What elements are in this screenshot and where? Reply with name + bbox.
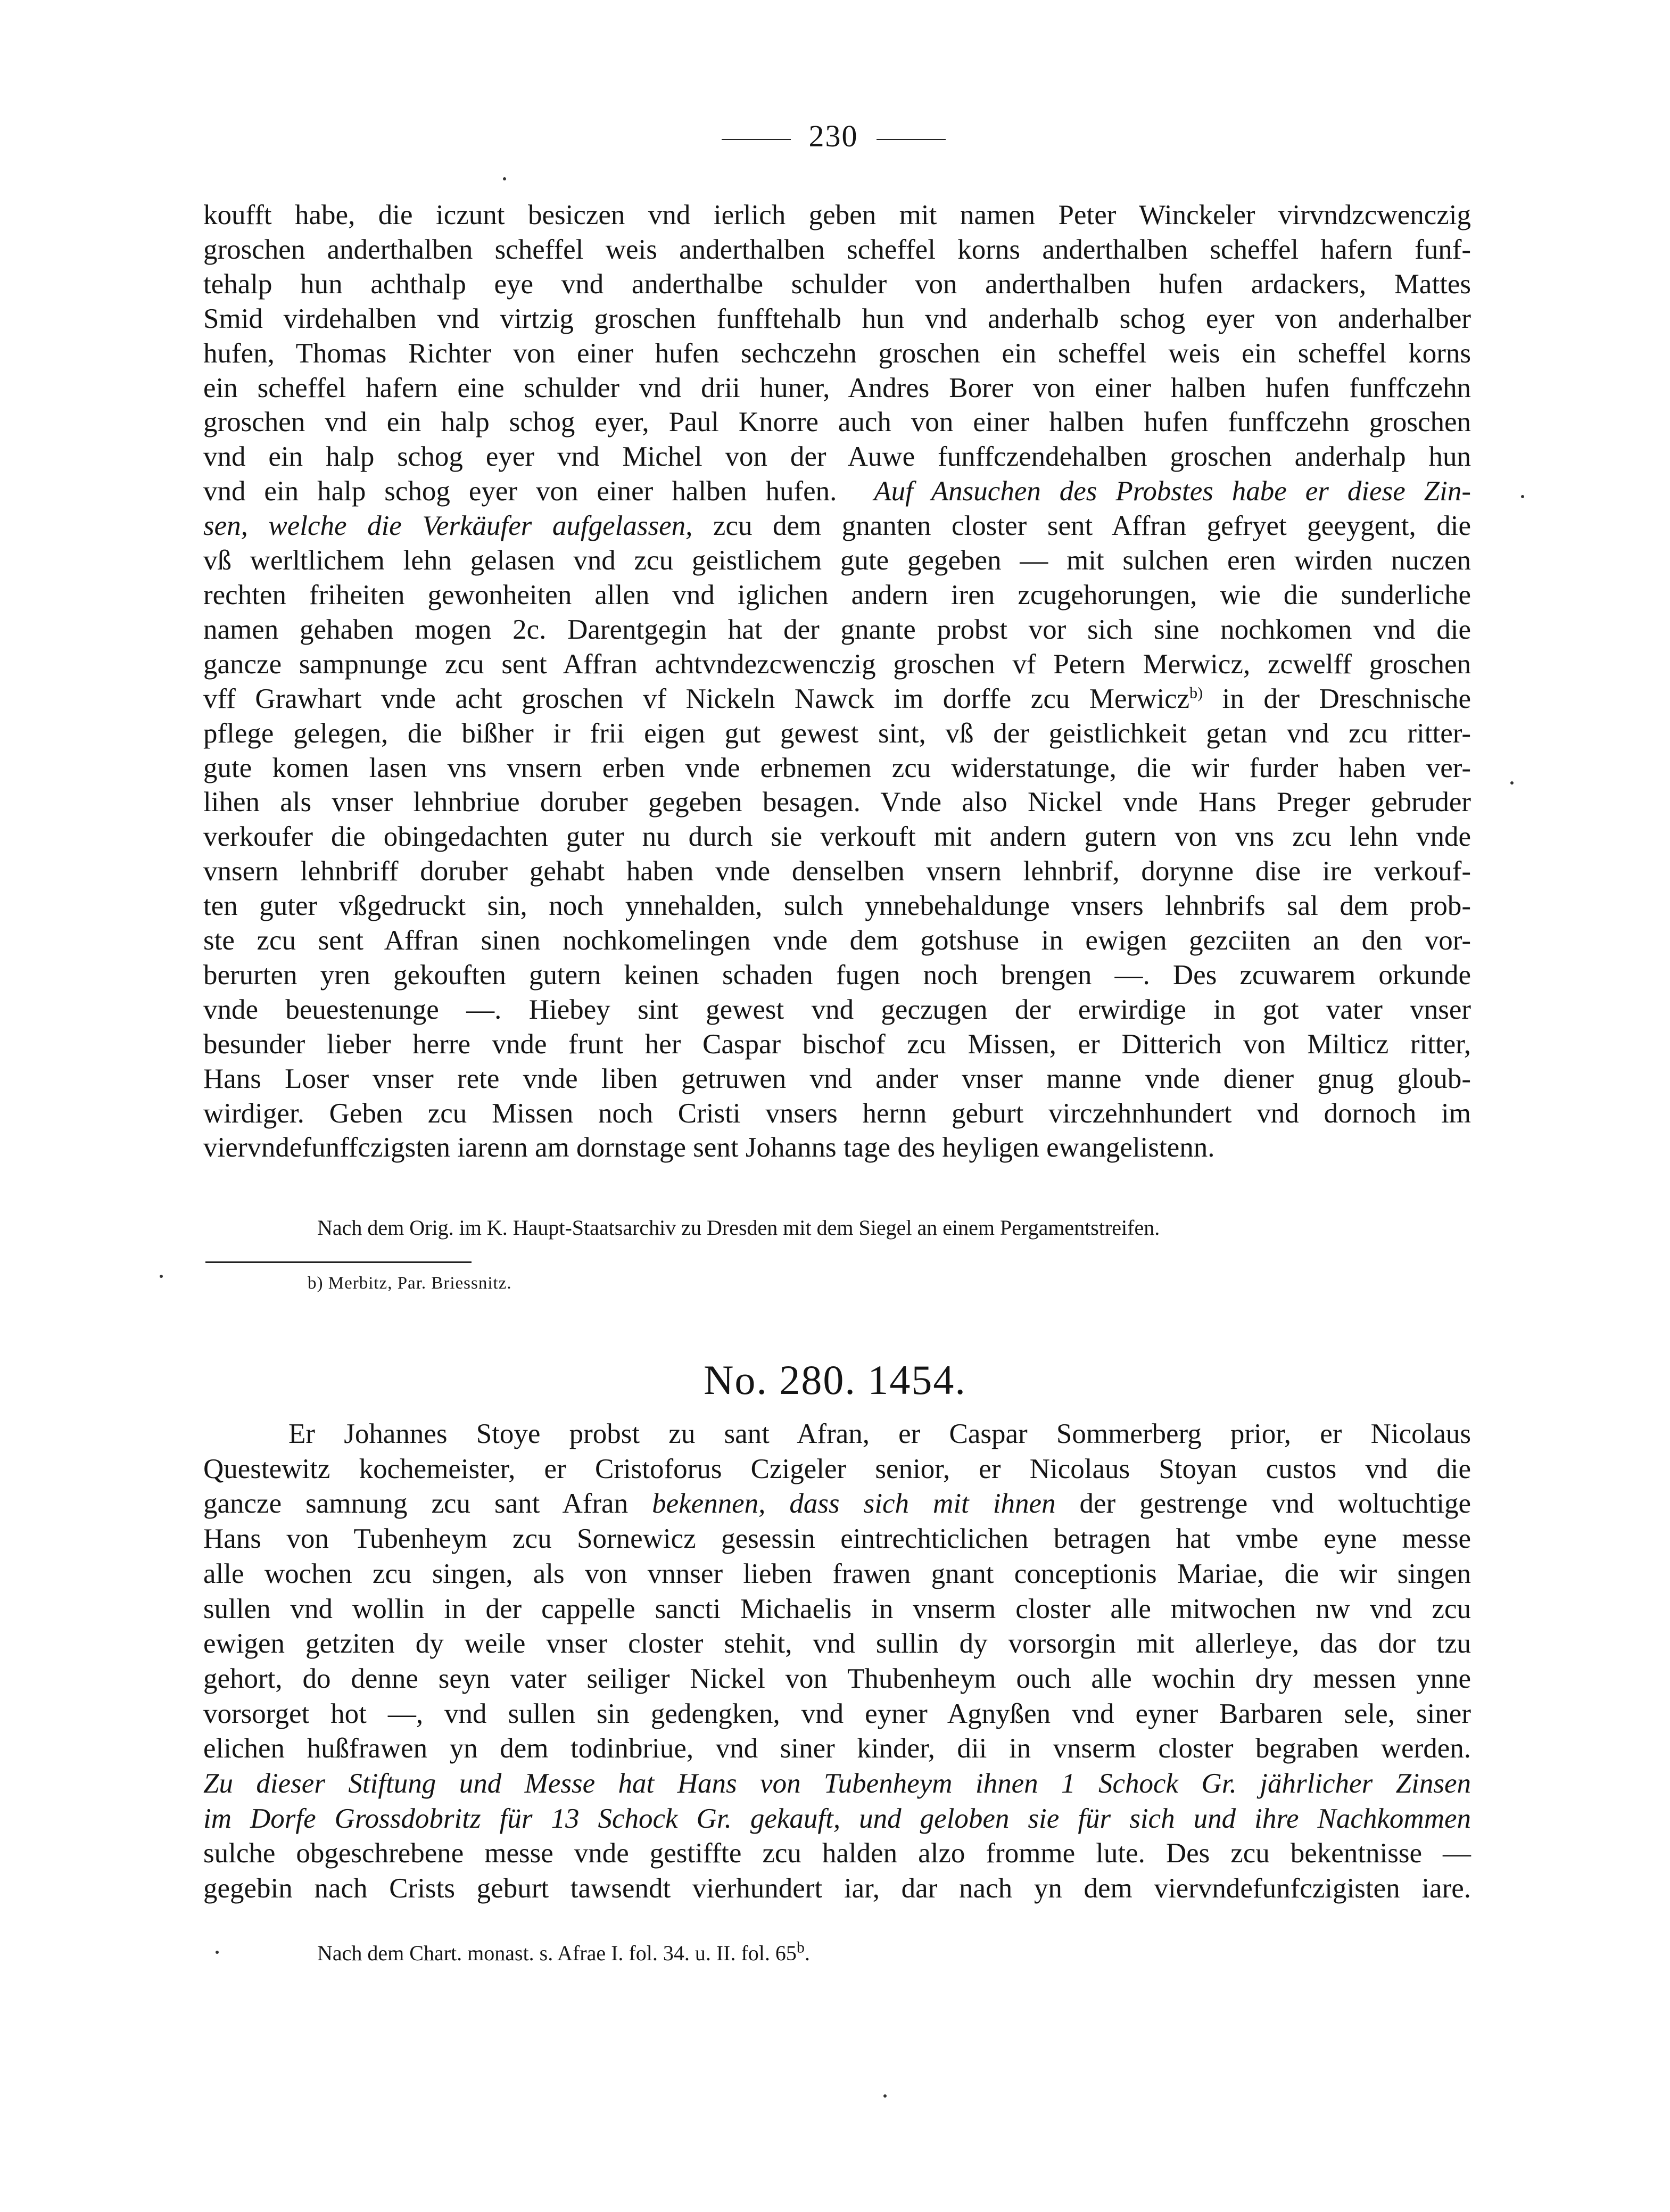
text-line: ste zcu sent Affran sinen nochkomelingen vnde dem gotshuse in ewigen gezciiten an den vor- [203, 925, 1471, 956]
text-line: ten guter vßgedruckt sin, noch ynnehalden, sulch ynnebehaldunge vnsers lehnbrifs sal dem prob- [203, 890, 1471, 922]
text-line: vorsorget hot —, vnd sullen sin gedengken, vnd eyner Agnyßen vnd eyner Barbaren sele, siner [203, 1698, 1471, 1729]
print-speck [883, 2094, 887, 2098]
folio-side-marker: b [796, 1938, 805, 1957]
page-number [690, 118, 977, 154]
page-number-rule-left [722, 139, 791, 140]
text-segment: zcu dem gnanten closter sent Affran gefryet geeygent, die [713, 510, 1471, 542]
editor-summary-italic: Zu dieser Stiftung und Messe hat Hans von Tubenheym ihnen 1 Schock Gr. jährlicher Zinsen [203, 1768, 1471, 1800]
editor-summary-italic: sen, welche die Verkäufer aufgelassen, [203, 510, 693, 542]
editor-summary-italic: bekennen, dass sich mit ihnen [652, 1488, 1056, 1520]
editor-summary-italic: Auf Ansuchen des Probstes habe er diese Zin- [874, 476, 1471, 507]
text-line: gehort, do denne seyn vater seiliger Nickel von Thubenheym ouch alle wochin dry messen ynne [203, 1663, 1471, 1694]
charter-heading: No. 280. 1454. [704, 1357, 966, 1403]
text-segment: vnd ein halp schog eyer von einer halben hufen. [203, 476, 837, 507]
text-segment: vff Grawhart vnde acht groschen vf Nickeln Nawck im dorffe zcu Merwicz [203, 683, 1190, 714]
text-line: Er Johannes Stoye probst zu sant Afran, er Caspar Sommerberg prior, er Nicolaus [288, 1418, 1471, 1449]
text-line: gute komen lasen vns vnsern erben vnde erbnemen zcu widerstatunge, die wir furder haben ver- [203, 752, 1471, 783]
text-line: vnsern lehnbriff doruber gehabt haben vnde denselben vnsern lehnbrif, dorynne dise ire verkouf- [203, 856, 1471, 887]
text-line: tehalp hun achthalp eye vnd anderthalbe schulder von anderthalben hufen ardackers, Mattes [203, 268, 1471, 300]
text-line: vß werltlichem lehn gelasen vnd zcu geistlichem gute gegeben — mit sulchen eren wirden nuczen [203, 545, 1471, 576]
text-line: rechten friheiten gewonheiten allen vnd iglichen andern iren zcugehorungen, wie die sunderliche [203, 579, 1471, 610]
text-line [203, 1487, 1471, 1522]
text-line: Questewitz kochemeister, er Cristoforus Czigeler senior, er Nicolaus Stoyan custos vnd die [203, 1453, 1471, 1484]
text-line: sulche obgeschrebene messe vnde gestiffte zcu halden alzo fromme lute. Des zcu bekentnisse — [203, 1838, 1471, 1869]
charter-text-280 [203, 1417, 1471, 1906]
editor-summary-italic: im Dorfe Grossdobritz für 13 Schock Gr. gekauft, und geloben sie für sich und ihre Nachkommen [203, 1803, 1471, 1834]
text-line: namen gehaben mogen 2c. Darentgegin hat der gnante probst vor sich sine nochkomen vnd die [203, 614, 1471, 645]
archive-source-note: Nach dem Orig. im K. Haupt-Staatsarchiv zu Dresden mit dem Siegel an einem Pergamentstreifen. [317, 1216, 1160, 1240]
text-line: vnd ein halp schog eyer vnd Michel von der Auwe funffczendehalben groschen anderhalp hun [203, 441, 1471, 473]
text-line: besunder lieber herre vnde frunt her Caspar bischof zcu Missen, er Ditterich von Milticz ritter, [203, 1028, 1471, 1060]
charter-text-279 [203, 198, 1471, 1165]
print-speck [503, 177, 506, 180]
text-line: verkoufer die obingedachten guter nu durch sie verkouft mit andern gutern von vns zcu lehn vnde [203, 821, 1471, 853]
page-number-text: 230 [808, 119, 858, 153]
footnote-marker: b) [1189, 684, 1203, 702]
chartulary-source-note [317, 1938, 810, 1966]
text-line: Hans von Tubenheym zcu Sornewicz gesessin eintrechticlichen betragen hat vmbe eyne messe [203, 1523, 1471, 1555]
text-line: viervndefunffczigsten iarenn am dornstage sent Johanns tage des heyligen ewangelistenn. [203, 1132, 1215, 1163]
print-speck [1510, 781, 1514, 785]
text-line: koufft habe, die iczunt besiczen vnd ierlich geben mit namen Peter Winckeler virvndzcwenczig [203, 200, 1471, 230]
text-line: groschen vnd ein halp schog eyer, Paul Knorre auch von einer halben hufen funffczehn groschen [203, 407, 1471, 438]
text-line [203, 682, 1471, 716]
print-speck [160, 1275, 163, 1278]
text-segment: in der Dreschnische [1203, 683, 1471, 714]
text-line: ein scheffel hafern eine schulder vnd drii huner, Andres Borer von einer halben hufen funffczehn [203, 372, 1471, 403]
text-line: elichen hußfrawen yn dem todinbriue, vnd siner kinder, dii in vnserm closter begraben werden. [203, 1733, 1471, 1764]
footnote-rule [205, 1261, 472, 1263]
source-period: . [804, 1941, 810, 1965]
footnote: b) Merbitz, Par. Briessnitz. [308, 1274, 512, 1293]
text-line: gancze sampnunge zcu sent Affran achtvndezcwenczig groschen vf Petern Merwicz, zcwelff groschen [203, 648, 1471, 680]
text-line: Hans Loser vnser rete vnde liben getruwen vnd ander vnser manne vnde diener gnug gloub- [203, 1063, 1471, 1094]
text-segment: gancze samnung zcu sant Afran [203, 1488, 629, 1520]
text-line: berurten yren gekouften gutern keinen schaden fugen noch brengen —. Des zcuwarem orkunde [203, 959, 1471, 991]
text-line [203, 474, 1471, 509]
text-segment: der gestrenge vnd woltuchtige [1079, 1488, 1471, 1520]
text-line: Smid virdehalben vnd virtzig groschen funfftehalb hun vnd anderhalb schog eyer von anderhalber [203, 303, 1471, 334]
text-line: vnde beuestenunge —. Hiebey sint gewest vnd geczugen der erwirdige in got vater vnser [203, 994, 1471, 1025]
text-line: lihen als vnser lehnbriue doruber gegeben besagen. Vnde also Nickel vnde Hans Preger gebruder [203, 787, 1471, 818]
source-text: Nach dem Chart. monast. s. Afrae I. fol. 34. u. II. fol. 65 [317, 1941, 797, 1965]
print-speck [1521, 495, 1524, 498]
print-speck [216, 1951, 219, 1954]
page-number-rule-right [877, 139, 946, 140]
text-line: groschen anderthalben scheffel weis anderthalben scheffel korns anderthalben scheffel hafern funf- [203, 234, 1471, 265]
text-line: sullen vnd wollin in der cappelle sancti Michaelis in vnserm closter alle mitwochen nw vnd zcu [203, 1593, 1471, 1624]
text-line: alle wochen zcu singen, als von vnnser lieben frawen gnant conceptionis Mariae, die wir singen [203, 1558, 1471, 1589]
text-line: wirdiger. Geben zcu Missen noch Cristi vnsers hernn geburt virczehnhundert vnd dornoch im [203, 1097, 1471, 1129]
text-line: pflege gelegen, die bißher ir frii eigen gut gewest sint, vß der geistlichkeit getan vnd zcu ritter- [203, 717, 1471, 749]
text-line: gegebin nach Crists geburt tawsendt vierhundert iar, dar nach yn dem viervndefunfczigisten iare. [203, 1873, 1471, 1904]
text-line [203, 509, 1471, 543]
text-line: hufen, Thomas Richter von einer hufen sechczehn groschen ein scheffel weis ein scheffel korns [203, 337, 1471, 369]
text-line: ewigen getziten dy weile vnser closter stehit, vnd sullin dy vorsorgin mit allerleye, das dor tzu [203, 1628, 1471, 1660]
